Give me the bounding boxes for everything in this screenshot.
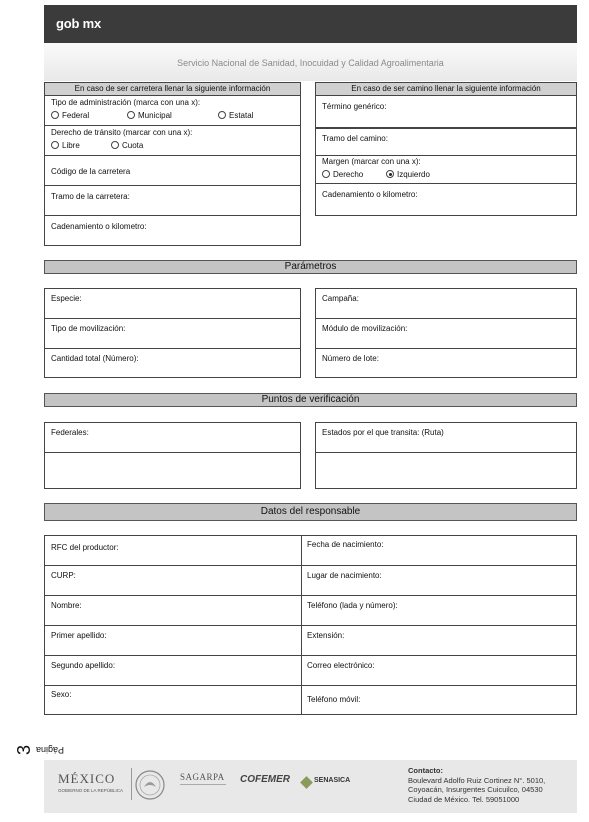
admin-option-municipal[interactable]: Municipal [127, 111, 172, 120]
cadenamiento-camino-label: Cadenamiento o kilometro: [322, 190, 418, 199]
responsable-box [44, 535, 577, 715]
especie-label: Especie: [51, 294, 82, 303]
radio-icon[interactable] [127, 111, 135, 119]
codigo-label: Código de la carretera [51, 167, 131, 176]
modulo-label: Módulo de movilización: [322, 324, 408, 333]
estados-value-row[interactable] [316, 453, 576, 489]
rfc-label: RFC del productor: [51, 543, 119, 552]
lote-row[interactable] [316, 349, 576, 379]
cantidad-row[interactable] [45, 349, 300, 379]
codigo-row[interactable] [45, 156, 300, 186]
federales-box [44, 422, 301, 489]
admin-label: Tipo de administración (marca con una x): [51, 98, 201, 107]
primer-apellido-label: Primer apellido: [51, 631, 107, 640]
lugar-nacimiento-label: Lugar de nacimiento: [307, 571, 382, 580]
parametros-left-box [44, 288, 301, 378]
margen-option-derecho[interactable]: Derecho [322, 170, 363, 179]
sagarpa-tagline [180, 784, 226, 796]
carretera-box [44, 95, 301, 246]
fecha-nacimiento-label: Fecha de nacimiento: [307, 540, 384, 549]
cantidad-label: Cantidad total (Número): [51, 354, 139, 363]
carretera-header: En caso de ser carretera llenar la siguiente información [44, 82, 301, 96]
contacto-line: Boulevard Adolfo Ruiz Cortinez N°. 5010, [408, 775, 546, 785]
page-footer [44, 760, 577, 813]
federales-value-row[interactable] [45, 453, 300, 489]
mexico-logo: MÉXICO [58, 771, 116, 786]
sexo-label: Sexo: [51, 690, 72, 699]
campana-label: Campaña: [322, 294, 359, 303]
tramo-camino-row[interactable] [316, 128, 576, 156]
extension-label: Extensión: [307, 631, 345, 640]
eagle-seal-icon [134, 768, 166, 802]
responsable-row-3[interactable] [45, 596, 576, 626]
contacto-title: Contacto: [408, 766, 443, 775]
admin-option-federal[interactable]: Federal [51, 111, 89, 120]
telefono-movil-label: Teléfono móvil: [307, 695, 361, 704]
agency-name: Servicio Nacional de Sanidad, Inocuidad y Calidad Agroalimentaria [177, 58, 444, 68]
gobierno-label: GOBIERNO DE LA REPÚBLICA [58, 788, 124, 793]
termino-label: Término genérico: [322, 102, 387, 111]
tipo-movilizacion-row[interactable] [45, 319, 300, 349]
estados-label: Estados por el que transita: (Ruta) [322, 428, 444, 437]
senasica-logo: SENASICA [314, 777, 351, 784]
responsable-bar: Datos del responsable [44, 503, 577, 521]
sagarpa-logo: SAGARPA [180, 772, 225, 782]
admin-row [45, 96, 300, 126]
radio-icon[interactable] [218, 111, 226, 119]
radio-icon[interactable] [322, 170, 330, 178]
cadenamiento-camino-row[interactable] [316, 184, 576, 216]
parametros-bar: Parámetros [44, 260, 577, 274]
cofemer-logo: COFEMER [240, 774, 290, 785]
responsable-row-4[interactable] [45, 626, 576, 656]
contacto-line: Ciudad de México. Tel. 59051000 [408, 794, 520, 804]
responsable-row-1[interactable] [45, 536, 576, 566]
page-number: Página 3 [14, 744, 64, 755]
agency-banner [44, 43, 577, 81]
margen-option-izquierdo[interactable]: Izquierdo [386, 170, 430, 179]
camino-header: En caso de ser camino llenar la siguiente información [315, 82, 577, 96]
lote-label: Número de lote: [322, 354, 379, 363]
responsable-row-2[interactable] [45, 566, 576, 596]
tramo-carretera-label: Tramo de la carretera: [51, 192, 130, 201]
correo-label: Correo electrónico: [307, 661, 375, 670]
senasica-icon [300, 776, 313, 789]
especie-row[interactable] [45, 289, 300, 319]
curp-label: CURP: [51, 571, 76, 580]
telefono-label: Teléfono (lada y número): [307, 601, 398, 610]
responsable-row-5[interactable] [45, 656, 576, 686]
cadenamiento-carretera-row[interactable] [45, 216, 300, 246]
estados-row[interactable] [316, 423, 576, 453]
transito-option-cuota[interactable]: Cuota [111, 141, 143, 150]
campana-row[interactable] [316, 289, 576, 319]
transito-option-libre[interactable]: Libre [51, 141, 80, 150]
margen-label: Margen (marcar con una x): [322, 157, 421, 166]
puntos-bar: Puntos de verificación [44, 393, 577, 407]
contact-info [408, 766, 545, 804]
contacto-line: Coyoacán, Insurgentes Cuicuilco, 04530 [408, 785, 543, 794]
tipo-movilizacion-label: Tipo de movilización: [51, 324, 126, 333]
transito-label: Derecho de tránsito (marcar con una x): [51, 128, 193, 137]
page-header [44, 5, 577, 43]
radio-icon[interactable] [51, 111, 59, 119]
margen-row [316, 156, 576, 184]
responsable-row-6[interactable] [45, 686, 576, 715]
tramo-camino-label: Tramo del camino: [322, 134, 388, 143]
transito-row [45, 126, 300, 156]
modulo-row[interactable] [316, 319, 576, 349]
radio-icon[interactable] [111, 141, 119, 149]
gobmx-logo: gob mx [56, 16, 102, 31]
termino-row[interactable] [316, 96, 576, 128]
federales-label: Federales: [51, 428, 89, 437]
camino-box [315, 95, 577, 216]
federales-row[interactable] [45, 423, 300, 453]
radio-selected-icon[interactable] [386, 170, 394, 178]
segundo-apellido-label: Segundo apellido: [51, 661, 116, 670]
estados-box [315, 422, 577, 489]
tramo-carretera-row[interactable] [45, 186, 300, 216]
parametros-right-box [315, 288, 577, 378]
admin-option-estatal[interactable]: Estatal [218, 111, 253, 120]
cadenamiento-carretera-label: Cadenamiento o kilometro: [51, 222, 147, 231]
nombre-label: Nombre: [51, 601, 82, 610]
radio-icon[interactable] [51, 141, 59, 149]
divider [131, 768, 132, 800]
